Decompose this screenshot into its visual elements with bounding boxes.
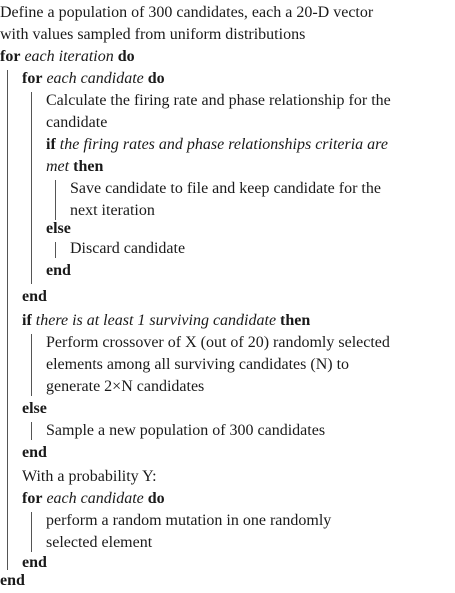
calc-line-1: Calculate the firing rate and phase relationship for the bbox=[46, 92, 391, 109]
inner-loop2-header bbox=[22, 489, 165, 511]
probability-line: With a probability Y: bbox=[22, 468, 157, 485]
else-line-2 bbox=[22, 399, 47, 421]
scope-bar-inner-loop2 bbox=[31, 512, 32, 552]
keyword-if: if bbox=[22, 312, 32, 329]
loop-condition: each candidate bbox=[46, 70, 144, 87]
mutation-line-1: perform a random mutation in one randomly bbox=[46, 512, 332, 529]
crossover-line-1: Perform crossover of X (out of 20) randomly selected bbox=[46, 334, 390, 351]
scope-bar-if-surviving-else bbox=[31, 422, 32, 440]
intro-line-2: with values sampled from uniform distributions bbox=[0, 26, 306, 43]
scope-bar-if-criteria-else bbox=[55, 242, 56, 258]
else-line-1 bbox=[46, 219, 71, 241]
inner-loop1-header bbox=[22, 69, 165, 91]
keyword-end: end bbox=[22, 554, 47, 571]
keyword-for: for bbox=[22, 490, 43, 507]
crossover-line-2: elements among all surviving candidates (N) to bbox=[46, 356, 350, 373]
keyword-else: else bbox=[46, 220, 71, 237]
if-condition: there is at least 1 surviving candidate bbox=[35, 312, 277, 329]
sample-new-line: Sample a new population of 300 candidates bbox=[46, 422, 326, 439]
end-line-2 bbox=[22, 287, 47, 309]
keyword-for: for bbox=[0, 48, 21, 65]
if-condition-cont: met bbox=[46, 158, 70, 175]
calc-line-2: candidate bbox=[46, 114, 108, 131]
crossover-line-3: generate 2×N candidates bbox=[46, 378, 205, 395]
keyword-then: then bbox=[73, 158, 104, 175]
keyword-do: do bbox=[117, 48, 135, 65]
if-criteria-line-1 bbox=[46, 135, 388, 157]
if-criteria-line-2 bbox=[46, 157, 103, 179]
scope-bar-if-criteria-then bbox=[55, 180, 56, 220]
save-line-2: next iteration bbox=[70, 202, 155, 219]
end-line-1 bbox=[46, 261, 71, 283]
end-line-3 bbox=[22, 443, 47, 465]
keyword-if: if bbox=[46, 136, 56, 153]
end-line-4 bbox=[22, 553, 47, 575]
if-condition: the firing rates and phase relationships criteria are bbox=[59, 136, 388, 153]
keyword-end: end bbox=[46, 262, 71, 279]
if-surviving-line bbox=[22, 311, 310, 333]
keyword-for: for bbox=[22, 70, 43, 87]
scope-bar-inner-loop1 bbox=[31, 92, 32, 284]
loop-condition: each candidate bbox=[46, 490, 144, 507]
intro-line-1: Define a population of 300 candidates, each a 20-D vector bbox=[0, 4, 374, 21]
mutation-line-2: selected element bbox=[46, 534, 153, 551]
outer-loop-header bbox=[0, 47, 135, 69]
discard-line: Discard candidate bbox=[70, 240, 186, 257]
keyword-do: do bbox=[147, 490, 165, 507]
keyword-end: end bbox=[22, 288, 47, 305]
end-line-5 bbox=[0, 571, 25, 593]
scope-bar-outer-loop bbox=[7, 70, 8, 570]
save-line-1: Save candidate to file and keep candidate for the bbox=[70, 180, 381, 197]
keyword-else: else bbox=[22, 400, 47, 417]
keyword-end: end bbox=[22, 444, 47, 461]
keyword-do: do bbox=[147, 70, 165, 87]
scope-bar-if-surviving-then bbox=[31, 334, 32, 396]
keyword-end: end bbox=[0, 572, 25, 589]
loop-condition: each iteration bbox=[24, 48, 114, 65]
keyword-then: then bbox=[280, 312, 311, 329]
